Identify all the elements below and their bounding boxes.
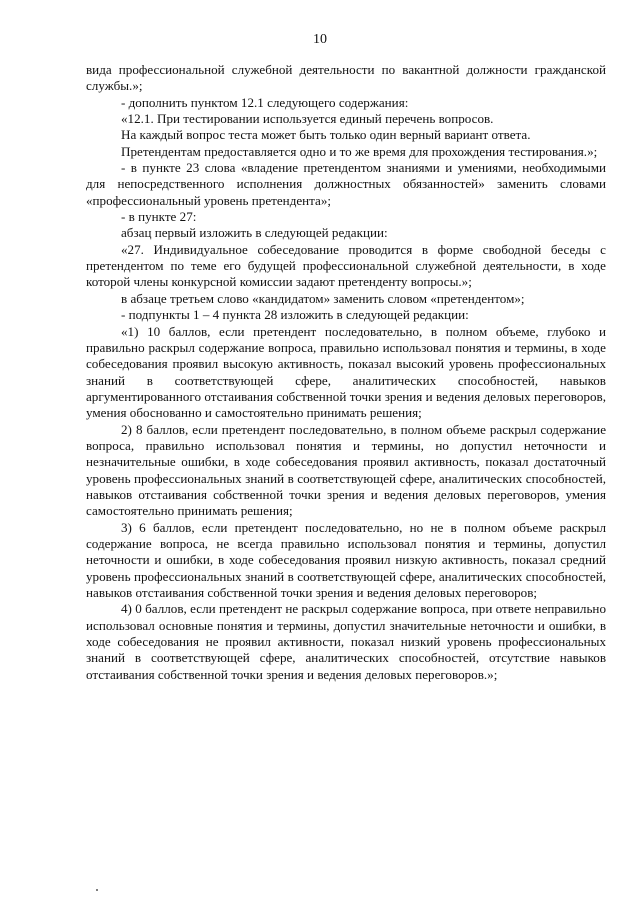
paragraph: 2) 8 баллов, если претендент последовательно, в полном объеме раскрыл содержание вопроса, правильно использовал понятия и термины, но допустил неточности и незначительные ошибки, в ходе собеседования проявил активность, показал достаточный уровень профессиональных знаний в соответствующей сфере, аналитических способностей, навыков отстаивания собственной точки зрения и ведения деловых переговоров, умения самостоятельно принимать решения; <box>86 421 606 519</box>
paragraph: На каждый вопрос теста может быть только один верный вариант ответа. <box>121 127 531 143</box>
paragraph: - в пункте 27: <box>121 209 197 225</box>
document-body <box>86 62 606 683</box>
paragraph: «27. Индивидуальное собеседование проводится в форме свободной беседы с претендентом по теме его будущей профессиональной служебной деятельности, в ходе которой члены конкурсной комиссии задают претенденту вопросы.»; <box>86 241 606 290</box>
paragraph: - подпункты 1 – 4 пункта 28 изложить в следующей редакции: <box>121 307 469 323</box>
paragraph: «1) 10 баллов, если претендент последовательно, в полном объеме, глубоко и правильно раскрыл содержание вопроса, правильно использовал понятия и термины, в ходе собеседования проявил высокую активность, показал высокий уровень профессиональных знаний в соответствующей сфере, аналитических способностей, навыков аргументированного отстаивания собственной точки зрения и ведения деловых переговоров, умения обоснованно и самостоятельно принимать решения; <box>86 323 606 421</box>
paragraph: - дополнить пунктом 12.1 следующего содержания: <box>121 94 409 110</box>
paragraph: Претендентам предоставляется одно и то же время для прохождения тестирования.»; <box>121 143 598 159</box>
paragraph: - в пункте 23 слова «владение претендентом знаниями и умениями, необходимыми для непосредственного исполнения должностных обязанностей» заменить словами «профессиональный уровень претендента»; <box>86 160 606 208</box>
page-number: 10 <box>313 32 327 47</box>
paragraph: 4) 0 баллов, если претендент не раскрыл содержание вопроса, при ответе неправильно использовал основные понятия и термины, допустил значительные неточности и ошибки, в ходе собеседования не проявил активности, показал низкий уровень профессиональных знаний в соответствующей сфере, аналитических способностей, отсутствие навыков отстаивания собственной точки зрения и ведения деловых переговоров.»; <box>86 601 606 682</box>
paragraph: абзац первый изложить в следующей редакции: <box>121 225 388 241</box>
paragraph: «12.1. При тестировании используется единый перечень вопросов. <box>121 111 494 127</box>
paragraph: в абзаце третьем слово «кандидатом» заменить словом «претендентом»; <box>121 290 525 306</box>
paragraph: 3) 6 баллов, если претендент последовательно, но не в полном объеме раскрыл содержание вопроса, не всегда правильно использовал понятия и термины, допустил неточности и ошибки, в ходе собеседования проявил низкую активность, показал средний уровень профессиональных знаний в соответствующей сфере, аналитических способностей, навыков отстаивания собственной точки зрения и ведения деловых переговоров; <box>86 519 606 600</box>
scan-speck <box>96 889 98 891</box>
paragraph: вида профессиональной служебной деятельности по вакантной должности гражданской службы.»; <box>86 62 606 94</box>
